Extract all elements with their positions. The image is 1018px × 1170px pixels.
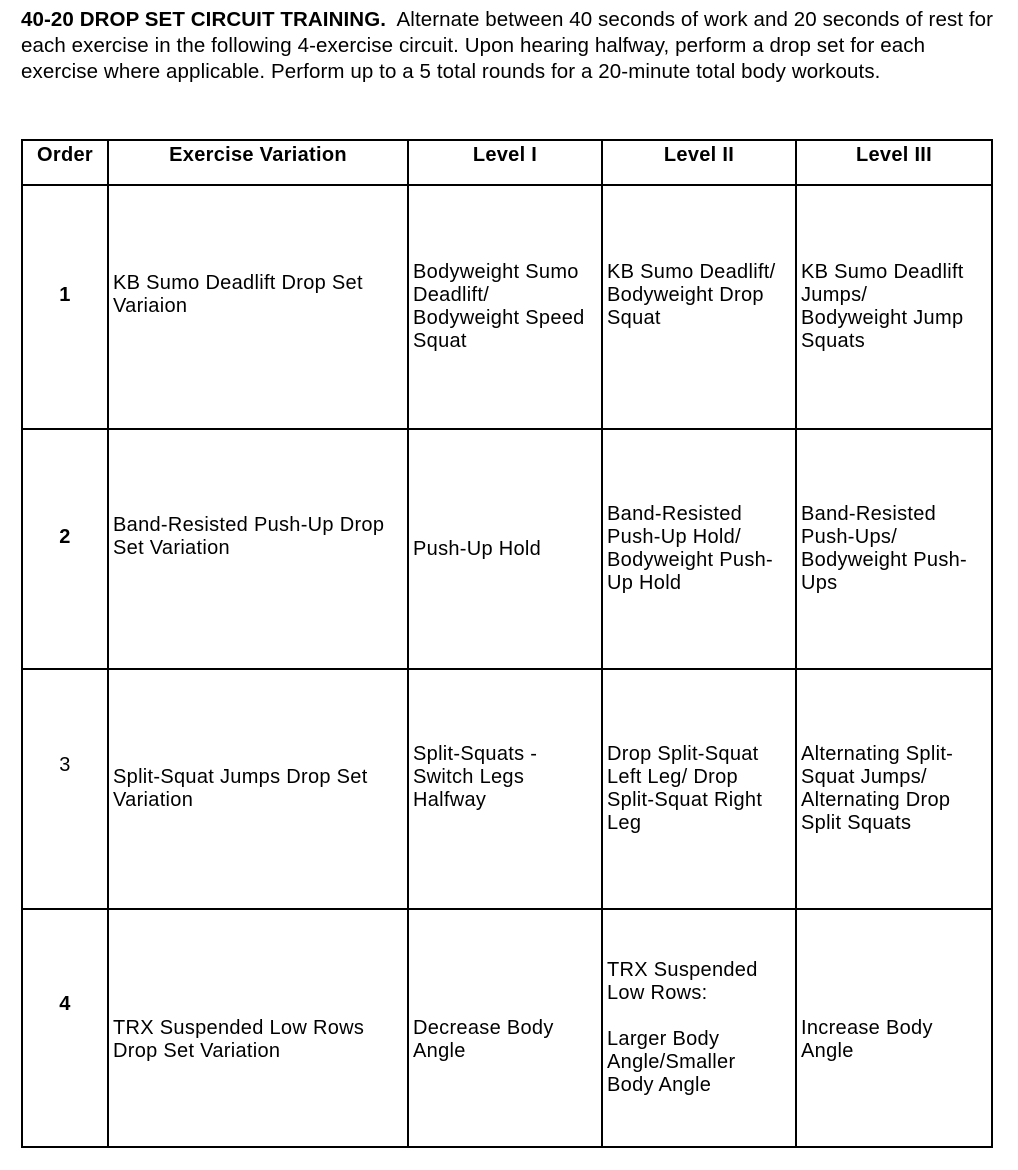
level-2-text: KB Sumo Deadlift/ Bodyweight Drop Squat — [607, 260, 776, 329]
order-number: 3 — [59, 753, 71, 776]
header-order: Order — [22, 140, 108, 185]
level-2-cell — [602, 429, 796, 669]
level-1-cell — [408, 185, 602, 429]
table-row — [22, 669, 992, 909]
intro-heading: 40-20 DROP SET CIRCUIT TRAINING. — [21, 8, 387, 31]
table-row — [22, 185, 992, 429]
table-row — [22, 429, 992, 669]
order-number: 1 — [59, 283, 71, 306]
header-exercise-variation: Exercise Variation — [108, 140, 408, 185]
intro-body: Alternate between 40 seconds of work and 20 seconds of rest for each exercise in the following 4-exercise circuit. Upon hearing halfway, perform a drop set for each exercise where applicable. Perform up to a 5 total rounds for a 20-minute total body workouts. — [21, 8, 994, 83]
level-1-cell — [408, 429, 602, 669]
level-2-text: Drop Split-Squat Left Leg/ Drop Split-Squat Right Leg — [607, 743, 763, 834]
exercise-cell — [108, 669, 408, 909]
level-3-cell — [796, 909, 992, 1147]
level-3-text: Alternating Split- Squat Jumps/ Alternating Drop Split Squats — [801, 743, 954, 834]
level-2-cell — [602, 909, 796, 1147]
intro-paragraph — [21, 7, 1001, 85]
circuit-table — [21, 139, 993, 1148]
level-1-cell — [408, 669, 602, 909]
order-number: 2 — [59, 525, 71, 548]
order-cell — [22, 429, 108, 669]
level-3-cell — [796, 185, 992, 429]
level-1-text: Decrease Body Angle — [413, 1017, 554, 1062]
order-number: 4 — [59, 992, 71, 1015]
order-cell — [22, 185, 108, 429]
level-3-text: KB Sumo Deadlift Jumps/ Bodyweight Jump Squats — [801, 261, 964, 352]
level-3-cell — [796, 669, 992, 909]
order-cell — [22, 909, 108, 1147]
level-1-text: Push-Up Hold — [413, 537, 542, 560]
order-cell — [22, 669, 108, 909]
level-2-cell — [602, 185, 796, 429]
level-3-text: Increase Body Angle — [801, 1017, 933, 1062]
level-2-text: TRX Suspended Low Rows: Larger Body Angle/Smaller Body Angle — [607, 959, 758, 1096]
level-1-cell — [408, 909, 602, 1147]
level-1-text: Bodyweight Sumo Deadlift/ Bodyweight Speed Squat — [413, 261, 585, 352]
exercise-text: Band-Resisted Push-Up Drop Set Variation — [113, 514, 385, 559]
exercise-cell — [108, 429, 408, 669]
level-1-text: Split-Squats - Switch Legs Halfway — [413, 742, 538, 811]
exercise-text: KB Sumo Deadlift Drop Set Variaion — [113, 272, 363, 317]
level-2-cell — [602, 669, 796, 909]
exercise-text: TRX Suspended Low Rows Drop Set Variation — [113, 1017, 365, 1062]
header-level-2: Level II — [602, 140, 796, 185]
exercise-cell — [108, 185, 408, 429]
level-3-cell — [796, 429, 992, 669]
header-level-1: Level I — [408, 140, 602, 185]
table-row — [22, 909, 992, 1147]
table-header-row — [22, 140, 992, 185]
exercise-text: Split-Squat Jumps Drop Set Variation — [113, 766, 368, 811]
exercise-cell — [108, 909, 408, 1147]
level-2-text: Band-Resisted Push-Up Hold/ Bodyweight Push- Up Hold — [607, 503, 774, 594]
level-3-text: Band-Resisted Push-Ups/ Bodyweight Push- Ups — [801, 503, 968, 594]
header-level-3: Level III — [796, 140, 992, 185]
